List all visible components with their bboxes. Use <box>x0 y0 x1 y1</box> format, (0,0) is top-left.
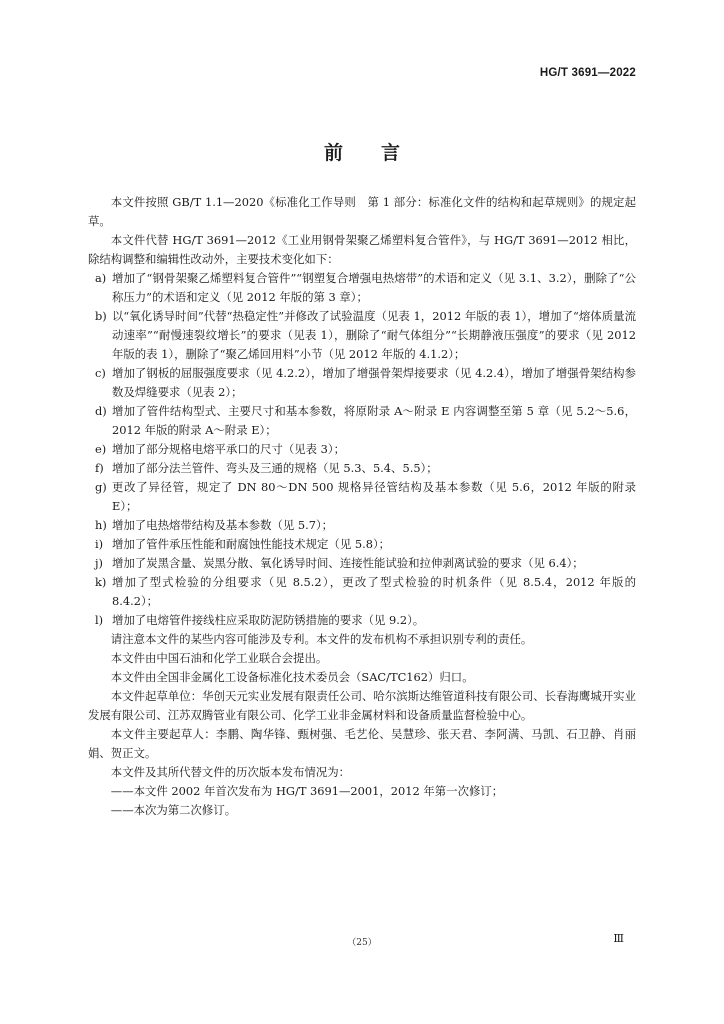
item-text: 增加了部分规格电熔平承口的尺寸（见表 3）； <box>112 442 345 456</box>
item-text: 增加了电熔管件接线柱应采取防泥防锈措施的要求（见 9.2）。 <box>112 613 425 627</box>
change-item-i <box>88 535 636 554</box>
change-item-j <box>88 554 636 573</box>
item-marker: b) <box>95 309 107 323</box>
item-marker: k) <box>95 575 107 589</box>
item-text: 增加了钢板的屈服强度要求（见 4.2.2），增加了增强骨架焊接要求（见 4.2.4），增加了增强骨架结构参数及焊缝要求（见表 2）； <box>112 366 636 399</box>
item-text: 增加了电热熔带结构及基本参数（见 5.7）； <box>112 518 334 532</box>
item-text: 增加了炭黑含量、炭黑分散、氧化诱导时间、连接性能试验和拉伸剥离试验的要求（见 6.4）； <box>112 556 584 570</box>
item-marker: g) <box>95 480 107 494</box>
intro-paragraph-2: 本文件代替 HG/T 3691—2012《工业用钢骨架聚乙烯塑料复合管件》，与 HG/T 3691—2012 相比，除结构调整和编辑性改动外，主要技术变化如下： <box>88 233 636 266</box>
page-title: 前言 <box>323 142 438 164</box>
item-text: 增加了部分法兰管件、弯头及三通的规格（见 5.3、5.4、5.5）； <box>112 461 438 475</box>
item-marker: e) <box>95 442 107 456</box>
drafting-units-paragraph: 本文件起草单位：华创天元实业发展有限责任公司、哈尔滨斯达维管道科技有限公司、长春海鹰城开实业发展有限公司、江苏双腾管业有限公司、化学工业非金属材料和设备质量监督检验中心。 <box>88 689 636 722</box>
item-text: 增加了管件承压性能和耐腐蚀性能技术规定（见 5.8）； <box>112 537 391 551</box>
change-item-f <box>88 459 636 478</box>
change-item-c <box>88 364 636 402</box>
standard-code: HG/T 3691—2022 <box>539 67 636 79</box>
history-intro-paragraph: 本文件及其所代替文件的历次版本发布情况为： <box>110 765 351 779</box>
history-item-1: ——本文件 2002 年首次发布为 HG/T 3691—2001，2012 年第一次修订； <box>110 784 504 798</box>
item-text: 更改了异径管，规定了 DN 80～DN 500 规格异径管结构及基本参数（见 5.6，2012 年版的附录 E）； <box>112 480 636 513</box>
drafters-paragraph: 本文件主要起草人：李鹏、陶华锋、甄树强、毛艺伦、吴慧珍、张天君、李阿满、马凯、石卫静、肖丽娟、贺正文。 <box>88 727 636 760</box>
item-marker: l) <box>95 613 104 627</box>
change-item-k <box>88 573 636 611</box>
item-marker: d) <box>95 404 107 418</box>
item-text: 以“氧化诱导时间”代替“热稳定性”并修改了试验温度（见表 1，2012 年版的表 1），增加了“熔体质量流动速率”“耐慢速裂纹增长”的要求（见表 1），删除了“耐气体组分”“长期静液压强度”的要求（见 2012 年版的表 1），删除了“聚乙烯回用料”小节（见 2012 年版的 4.1.2）； <box>112 309 636 361</box>
patent-notice: 请注意本文件的某些内容可能涉及专利。本文件的发布机构不承担识别专利的责任。 <box>110 632 533 646</box>
change-item-l <box>88 611 636 630</box>
document-body <box>88 193 636 820</box>
item-marker: c) <box>95 366 106 380</box>
item-text: 增加了管件结构型式、主要尺寸和基本参数，将原附录 A～附录 E 内容调整至第 5 章（见 5.2～5.6，2012 年版的附录 A～附录 E）； <box>112 404 636 437</box>
item-marker: j) <box>95 556 103 570</box>
proposer-paragraph: 本文件由中国石油和化学工业联合会提出。 <box>110 651 328 665</box>
page-number: Ⅲ <box>613 932 624 945</box>
change-item-h <box>88 516 636 535</box>
change-item-a <box>88 269 636 307</box>
item-text: 增加了“钢骨架聚乙烯塑料复合管件”“钢塑复合增强电热熔带”的术语和定义（见 3.1、3.2），删除了“公称压力”的术语和定义（见 2012 年版的第 3 章）； <box>112 271 636 304</box>
change-item-d <box>88 402 636 440</box>
item-marker: f) <box>95 461 104 475</box>
item-text: 增加了型式检验的分组要求（见 8.5.2），更改了型式检验的时机条件（见 8.5.4，2012 年版的 8.4.2）； <box>112 575 636 608</box>
change-item-g <box>88 478 636 516</box>
committee-paragraph: 本文件由全国非金属化工设备标准化技术委员会（SAC/TC162）归口。 <box>110 670 474 684</box>
change-item-b <box>88 307 636 364</box>
history-item-2: ——本次为第二次修订。 <box>110 803 237 817</box>
footer-center-number: （25） <box>347 938 377 948</box>
item-marker: i) <box>95 537 104 551</box>
item-marker: a) <box>95 271 107 285</box>
change-item-e <box>88 440 636 459</box>
intro-paragraph-1: 本文件按照 GB/T 1.1—2020《标准化工作导则 第 1 部分：标准化文件的结构和起草规则》的规定起草。 <box>88 195 636 228</box>
item-marker: h) <box>95 518 107 532</box>
